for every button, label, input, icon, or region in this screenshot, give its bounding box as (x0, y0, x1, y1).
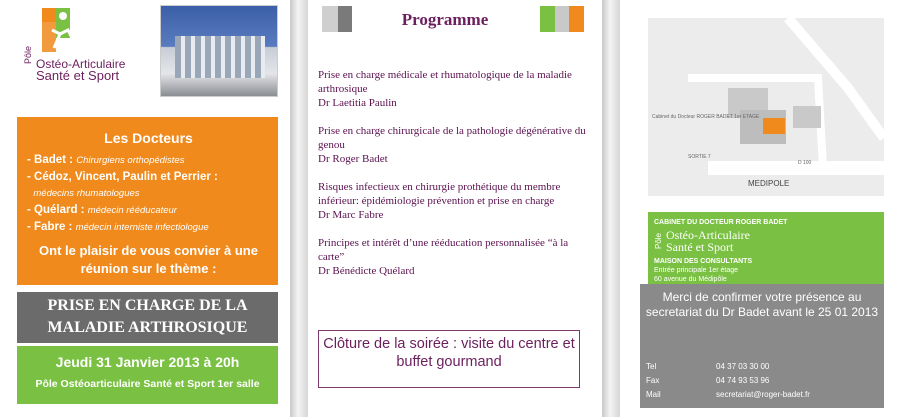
event-place: Pôle Ostéoarticulaire Santé et Sport 1er salle (35, 378, 260, 390)
programme-title: Programme (401, 10, 489, 29)
map-drawing (648, 18, 884, 196)
doctor-row: - Quélard : médecin rééducateur (27, 204, 177, 216)
programme-item: Principes et intérêt d’une rééducation personnalisée “à la carte” Dr Bénédicte Quélard (318, 237, 569, 277)
map-label-cabinet: Cabinet du Docteur ROGER BADET 1er ETAGE (652, 114, 760, 120)
contact-box (640, 284, 884, 408)
closing-box: Clôture de la soirée : visite du centre et buffet gourmand (318, 330, 580, 388)
date-box (17, 346, 278, 404)
runner-logo-icon (42, 8, 82, 54)
logo-text: Pôle Ostéo-Articulaire Santé et Sport (23, 45, 126, 83)
programme-item: Prise en charge médicale et rhumatologique de la maladie arthrosique Dr Laetitia Paulin (318, 69, 572, 109)
programme-list (318, 68, 588, 292)
contact-row: Tel 04 37 03 30 00 (646, 362, 770, 371)
contact-row: Mail secretariat@roger-badet.fr (646, 390, 810, 399)
map-label-medipole: MEDIPOLE (748, 179, 790, 188)
info-box: CABINET DU DOCTEUR ROGER BADET Pôle Ostéo-Articulaire Santé et Sport MAISON DES CONSULTANTS Entrée principale 1er étage 60 avenue du Médipôle (648, 212, 884, 284)
doctors-box (17, 117, 278, 285)
access-map (648, 18, 884, 196)
pole-logo (22, 8, 142, 93)
programme-item: Risques infectieux en chirurgie prothétique du membre inférieur: épidémiologie prévention et prise en charge Dr Marc Fabre (318, 181, 561, 221)
confirm-text: Merci de confirmer votre présence au secretariat du Dr Badet avant le 25 01 2013 (645, 290, 879, 319)
doctor-row: - Badet : Chirurgiens orthopédistes (27, 154, 185, 166)
invitation-text: Ont le plaisir de vous convier à une réunion sur le thème : (39, 243, 258, 276)
fold-separator-left (290, 0, 308, 417)
doctors-title: Les Docteurs (104, 130, 193, 146)
doctor-row: - Cédoz, Vincent, Paulin et Perrier : médecins rhumatologues (27, 171, 218, 199)
fold-separator-right (602, 0, 620, 417)
map-label-sortie: SORTIE 7 (688, 154, 711, 160)
programme-item: Prise en charge chirurgicale de la pathologie dégénérative du genou Dr Roger Badet (318, 125, 586, 165)
doctor-row: - Fabre : médecin interniste infectiologue (27, 221, 209, 233)
contact-table (646, 360, 810, 402)
map-label-road: D 100 (798, 160, 812, 166)
decor-squares (540, 6, 584, 32)
building-photo (160, 5, 278, 97)
contact-row: Fax 04 74 93 53 96 (646, 376, 770, 385)
theme-box: PRISE EN CHARGE DE LA MALADIE ARTHROSIQUE (17, 292, 278, 343)
event-date: Jeudi 31 Janvier 2013 à 20h (55, 354, 240, 370)
